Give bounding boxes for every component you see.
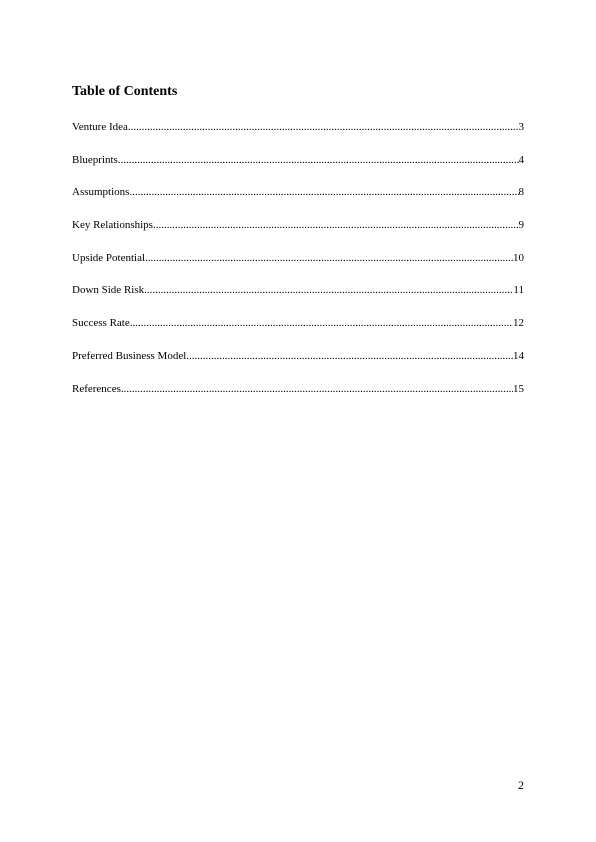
toc-entry-page: 8	[518, 186, 524, 199]
toc-leader-dots	[145, 250, 513, 266]
toc-entry-page: 10	[513, 251, 524, 264]
toc-entry-page: 3	[518, 121, 524, 133]
toc-entry-label: Preferred Business Model	[72, 349, 187, 362]
toc-leader-dots	[186, 348, 513, 364]
toc-entry-label: Blueprints	[72, 153, 118, 166]
toc-entry-references[interactable]	[72, 381, 524, 397]
toc-entry-label: Success Rate	[72, 317, 130, 330]
toc-entry-down-side-risk[interactable]	[72, 282, 524, 298]
toc-entry-label: References	[72, 382, 121, 395]
toc-entry-upside-potential[interactable]	[72, 250, 524, 266]
toc-leader-dots	[129, 184, 518, 200]
toc-entry-preferred-business-model[interactable]	[72, 348, 524, 364]
toc-leader-dots	[144, 282, 513, 298]
toc-leader-dots	[128, 119, 519, 135]
toc-entry-page: 9	[518, 219, 524, 232]
toc-entry-key-relationships[interactable]	[72, 217, 524, 233]
toc-entry-label: Assumptions	[72, 186, 130, 199]
toc-entry-label: Upside Potential	[72, 251, 146, 264]
page-number: 2	[518, 778, 524, 792]
toc-entry-page: 15	[513, 382, 524, 395]
toc-entry-label: Venture Idea	[72, 121, 128, 133]
toc-entry-page: 11	[513, 284, 524, 297]
toc-leader-dots	[130, 315, 513, 331]
toc-title: Table of Contents	[72, 84, 178, 99]
toc-entry-page: 14	[513, 349, 524, 362]
toc-entry-page: 4	[518, 153, 524, 166]
toc-leader-dots	[121, 381, 513, 397]
toc-entry-blueprints[interactable]	[72, 152, 524, 168]
toc-entry-success-rate[interactable]	[72, 315, 524, 331]
toc-entry-label: Key Relationships	[72, 219, 153, 232]
toc-list	[72, 119, 524, 413]
toc-leader-dots	[153, 217, 519, 233]
toc-leader-dots	[118, 152, 519, 168]
toc-entry-assumptions[interactable]	[72, 184, 524, 200]
toc-entry-page: 12	[513, 317, 524, 330]
toc-entry-label: Down Side Risk	[72, 284, 145, 297]
toc-entry-venture-idea[interactable]	[72, 119, 524, 135]
